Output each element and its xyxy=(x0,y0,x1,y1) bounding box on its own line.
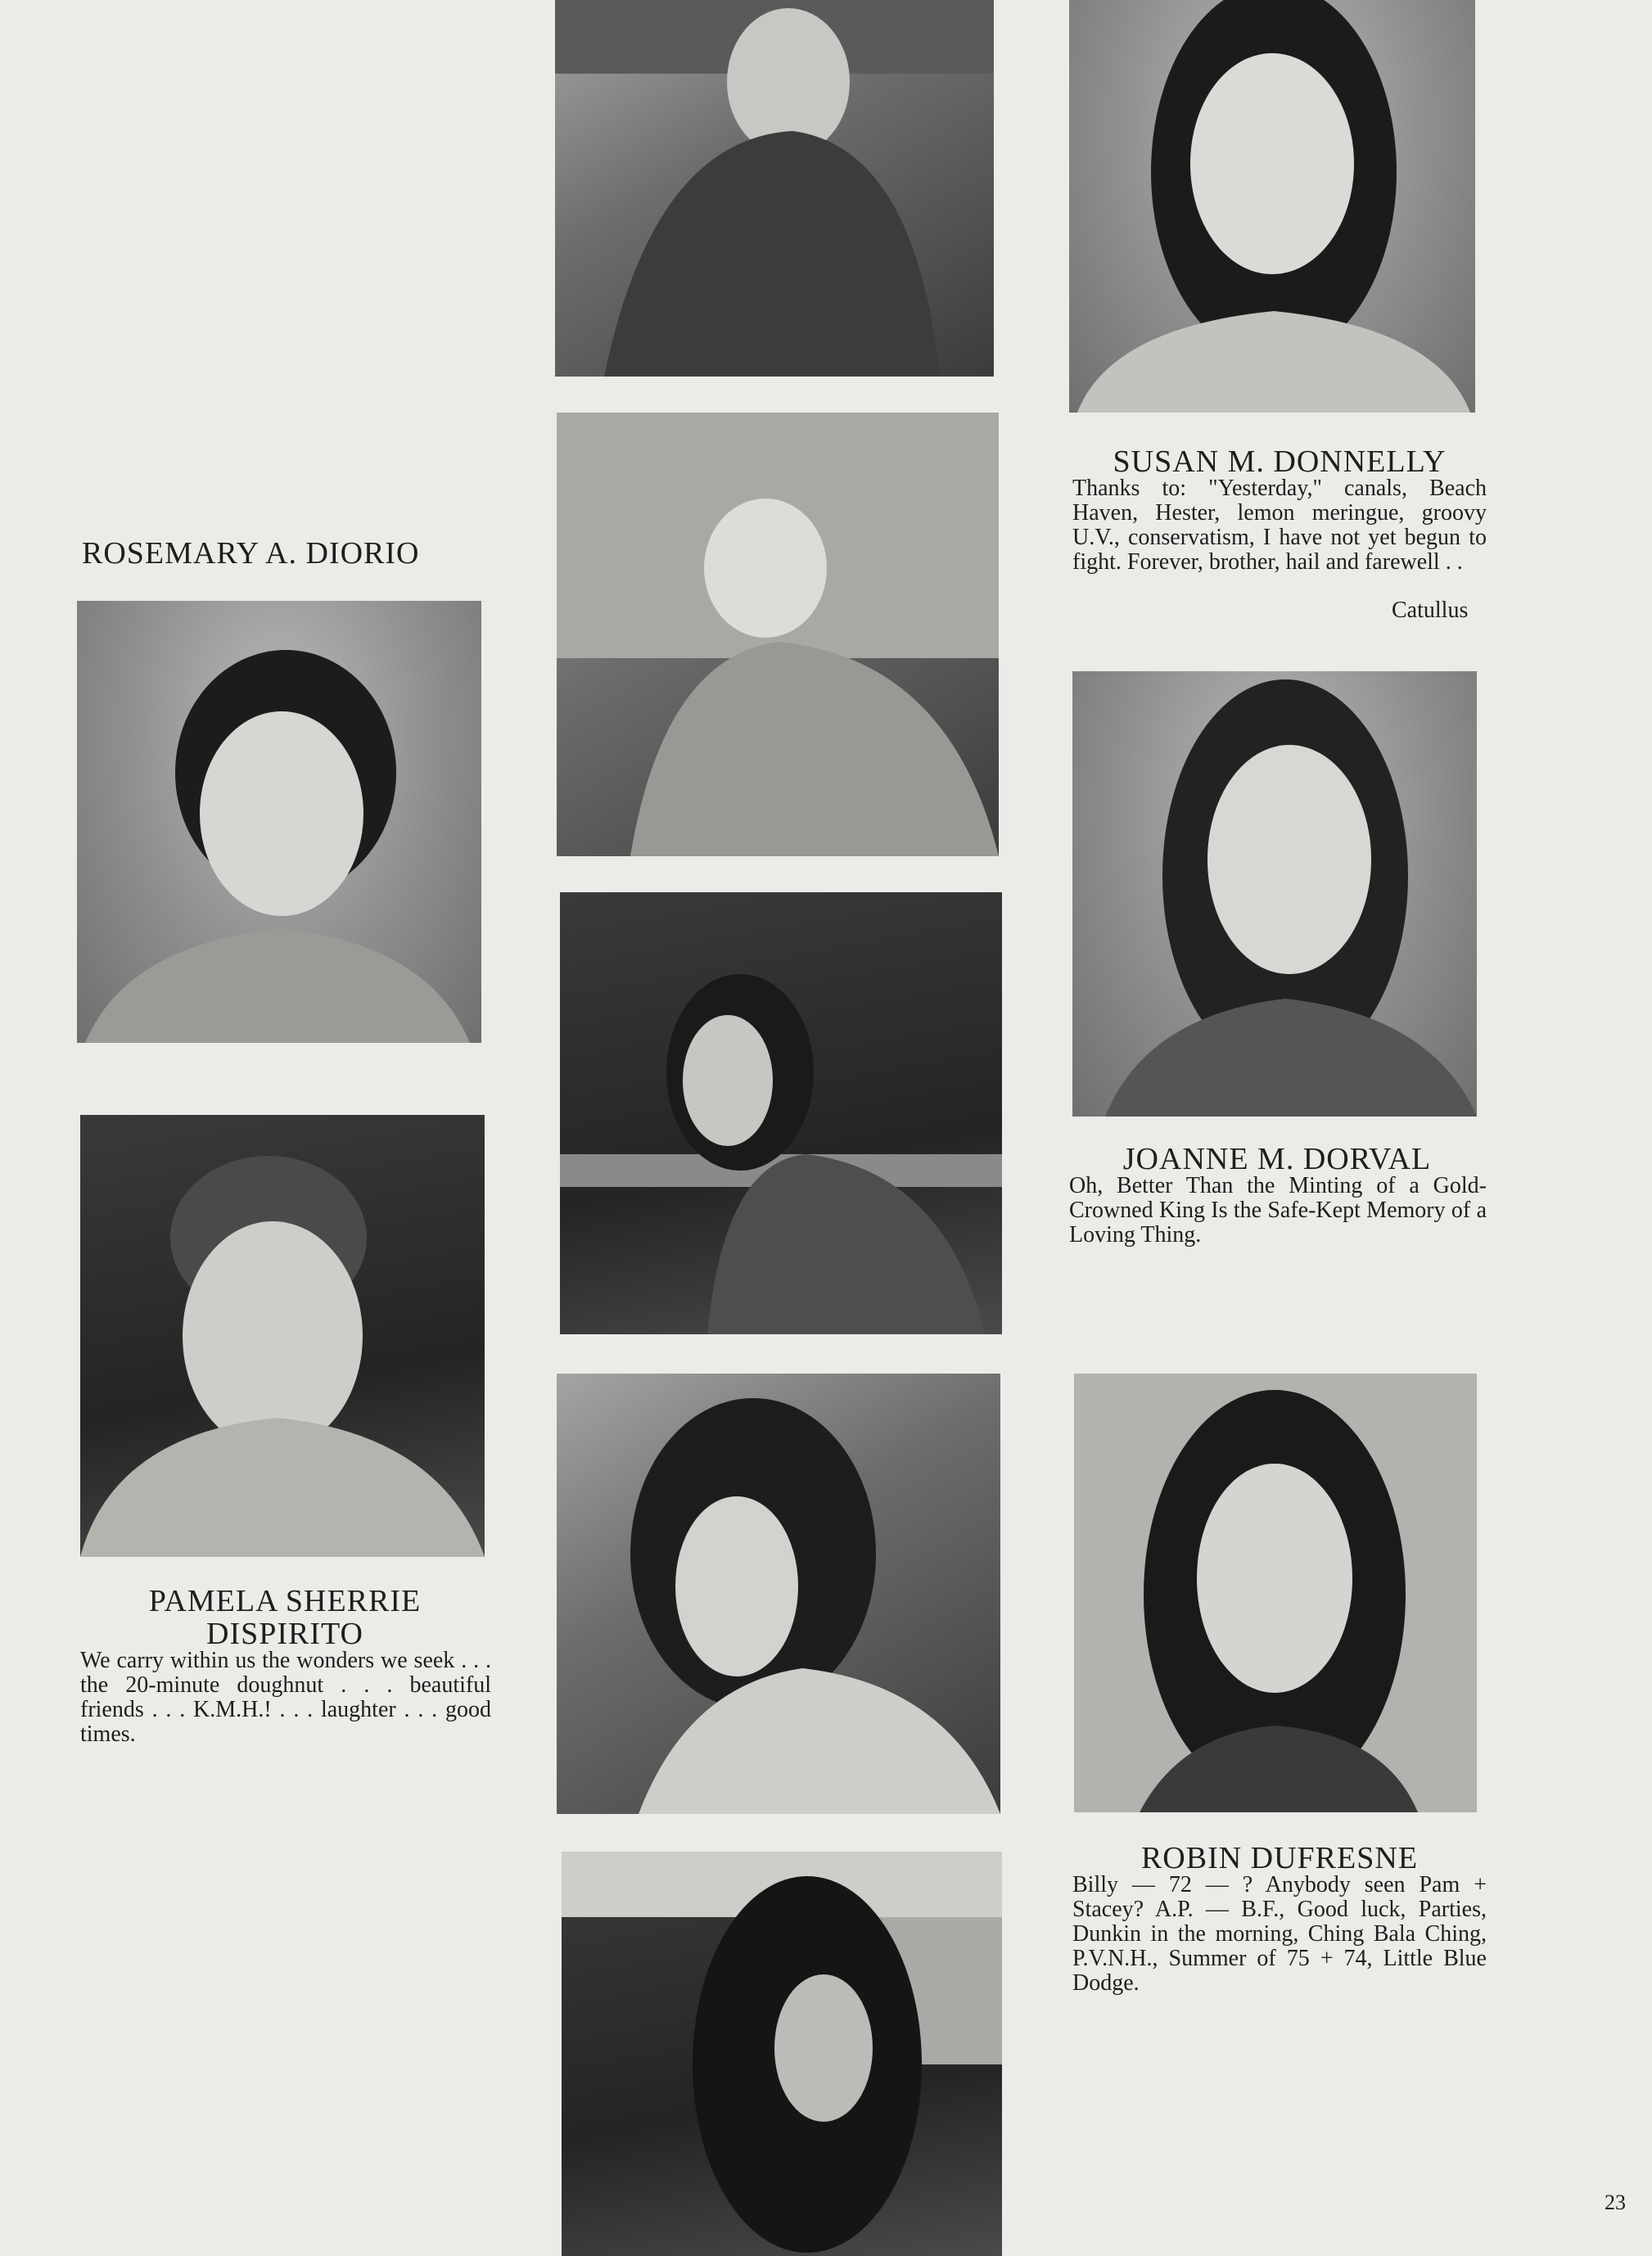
candid-photo-5 xyxy=(562,1852,1002,2256)
candid-photo-1 xyxy=(555,0,994,377)
candid-photo-4 xyxy=(557,1374,1000,1814)
student-name-diorio: ROSEMARY A. DIORIO xyxy=(82,536,420,571)
quote-attribution-donnelly: Catullus xyxy=(1392,598,1469,623)
student-quote-donnelly: Thanks to: "Yesterday," canals, Beach Haven, Hester, lemon meringue, groovy U.V., conservatism, I have not yet begun to fight. Forever, brother, hail and farewell . . xyxy=(1072,476,1487,575)
portrait-photo-dufresne xyxy=(1074,1374,1477,1812)
student-quote-dorval: Oh, Better Than the Minting of a Gold-Crowned King Is the Safe-Kept Memory of a Loving Thing. xyxy=(1069,1173,1487,1248)
student-name-donnelly: SUSAN M. DONNELLY xyxy=(1113,444,1447,479)
student-name-dispirito-line1: PAMELA SHERRIE xyxy=(148,1584,422,1618)
student-name-dispirito-line2: DISPIRITO xyxy=(206,1617,363,1651)
student-name-dufresne: ROBIN DUFRESNE xyxy=(1140,1841,1419,1875)
student-quote-dispirito: We carry within us the wonders we seek . . . the 20-minute doughnut . . . beautiful friends . . . K.M.H.! . . . laughter . . . good times. xyxy=(80,1648,491,1747)
student-name-dorval: JOANNE M. DORVAL xyxy=(1122,1142,1432,1176)
candid-photo-3 xyxy=(560,892,1002,1334)
student-quote-dufresne: Billy — 72 — ? Anybody seen Pam + Stacey? A.P. — B.F., Good luck, Parties, Dunkin in the morning, Ching Bala Ching, P.V.N.H., Summer of 75 + 74, Little Blue Dodge. xyxy=(1072,1872,1487,1996)
candid-photo-2 xyxy=(557,413,999,856)
portrait-photo-diorio xyxy=(77,601,481,1043)
portrait-photo-donnelly xyxy=(1069,0,1475,413)
portrait-photo-dorval xyxy=(1072,671,1477,1117)
page-number: 23 xyxy=(1605,2191,1626,2214)
portrait-photo-dispirito xyxy=(80,1115,485,1557)
